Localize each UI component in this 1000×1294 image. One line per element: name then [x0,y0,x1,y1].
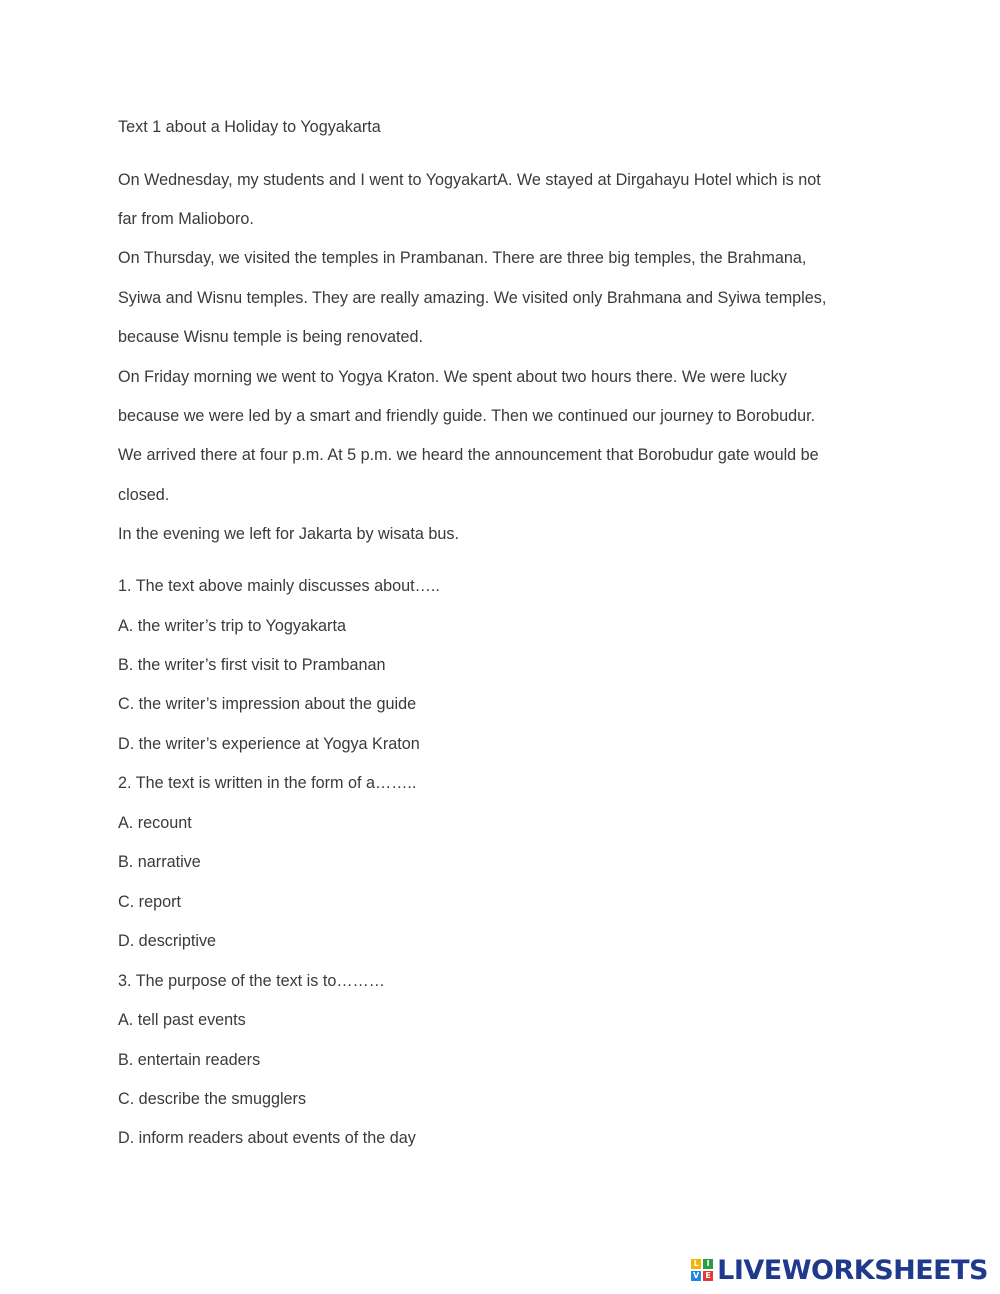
logo-mark-icon [691,1259,713,1281]
passage-line: In the evening we left for Jakarta by wisata bus. [118,525,460,543]
question-text: 3. The purpose of the text is to……… [118,972,385,990]
answer-option[interactable]: A. recount [118,814,192,832]
passage-line: because we were led by a smart and friendly guide. Then we continued our journey to Borobudur. [118,407,816,425]
answer-option[interactable]: D. the writer’s experience at Yogya Kraton [118,735,420,753]
passage-line: On Friday morning we went to Yogya Kraton. We spent about two hours there. We were lucky [118,368,787,386]
answer-option[interactable]: D. descriptive [118,932,217,950]
answer-option[interactable]: C. the writer’s impression about the guide [118,695,417,713]
answer-option[interactable]: B. entertain readers [118,1051,261,1069]
question-text: 1. The text above mainly discusses about….. [118,577,440,595]
question-text: 2. The text is written in the form of a…….. [118,774,417,792]
passage-line: far from Malioboro. [118,210,254,228]
logo-mark-cell: L [691,1259,701,1269]
passage-line: Syiwa and Wisnu temples. They are really amazing. We visited only Brahmana and Syiwa temples, [118,289,827,307]
logo-wordmark: LIVEWORKSHEETS [717,1254,988,1286]
answer-option[interactable]: B. the writer’s first visit to Prambanan [118,656,386,674]
answer-option[interactable]: C. report [118,893,181,911]
logo-mark-cell: E [703,1271,713,1281]
answer-option[interactable]: A. tell past events [118,1011,246,1029]
passage-line: On Wednesday, my students and I went to YogyakartA. We stayed at Dirgahayu Hotel which is not [118,171,821,189]
passage-line: because Wisnu temple is being renovated. [118,328,424,346]
answer-option[interactable]: D. inform readers about events of the day [118,1129,416,1147]
passage-line: closed. [118,486,170,504]
liveworksheets-logo [691,1256,988,1284]
logo-mark-cell: I [703,1259,713,1269]
answer-option[interactable]: C. describe the smugglers [118,1090,307,1108]
passage-line: We arrived there at four p.m. At 5 p.m. we heard the announcement that Borobudur gate would be [118,446,819,464]
passage-line: On Thursday, we visited the temples in Prambanan. There are three big temples, the Brahmana, [118,249,807,267]
answer-option[interactable]: B. narrative [118,853,201,871]
logo-mark-cell: V [693,1271,700,1280]
answer-option[interactable]: A. the writer’s trip to Yogyakarta [118,617,346,635]
document-title: Text 1 about a Holiday to Yogyakarta [118,118,381,136]
